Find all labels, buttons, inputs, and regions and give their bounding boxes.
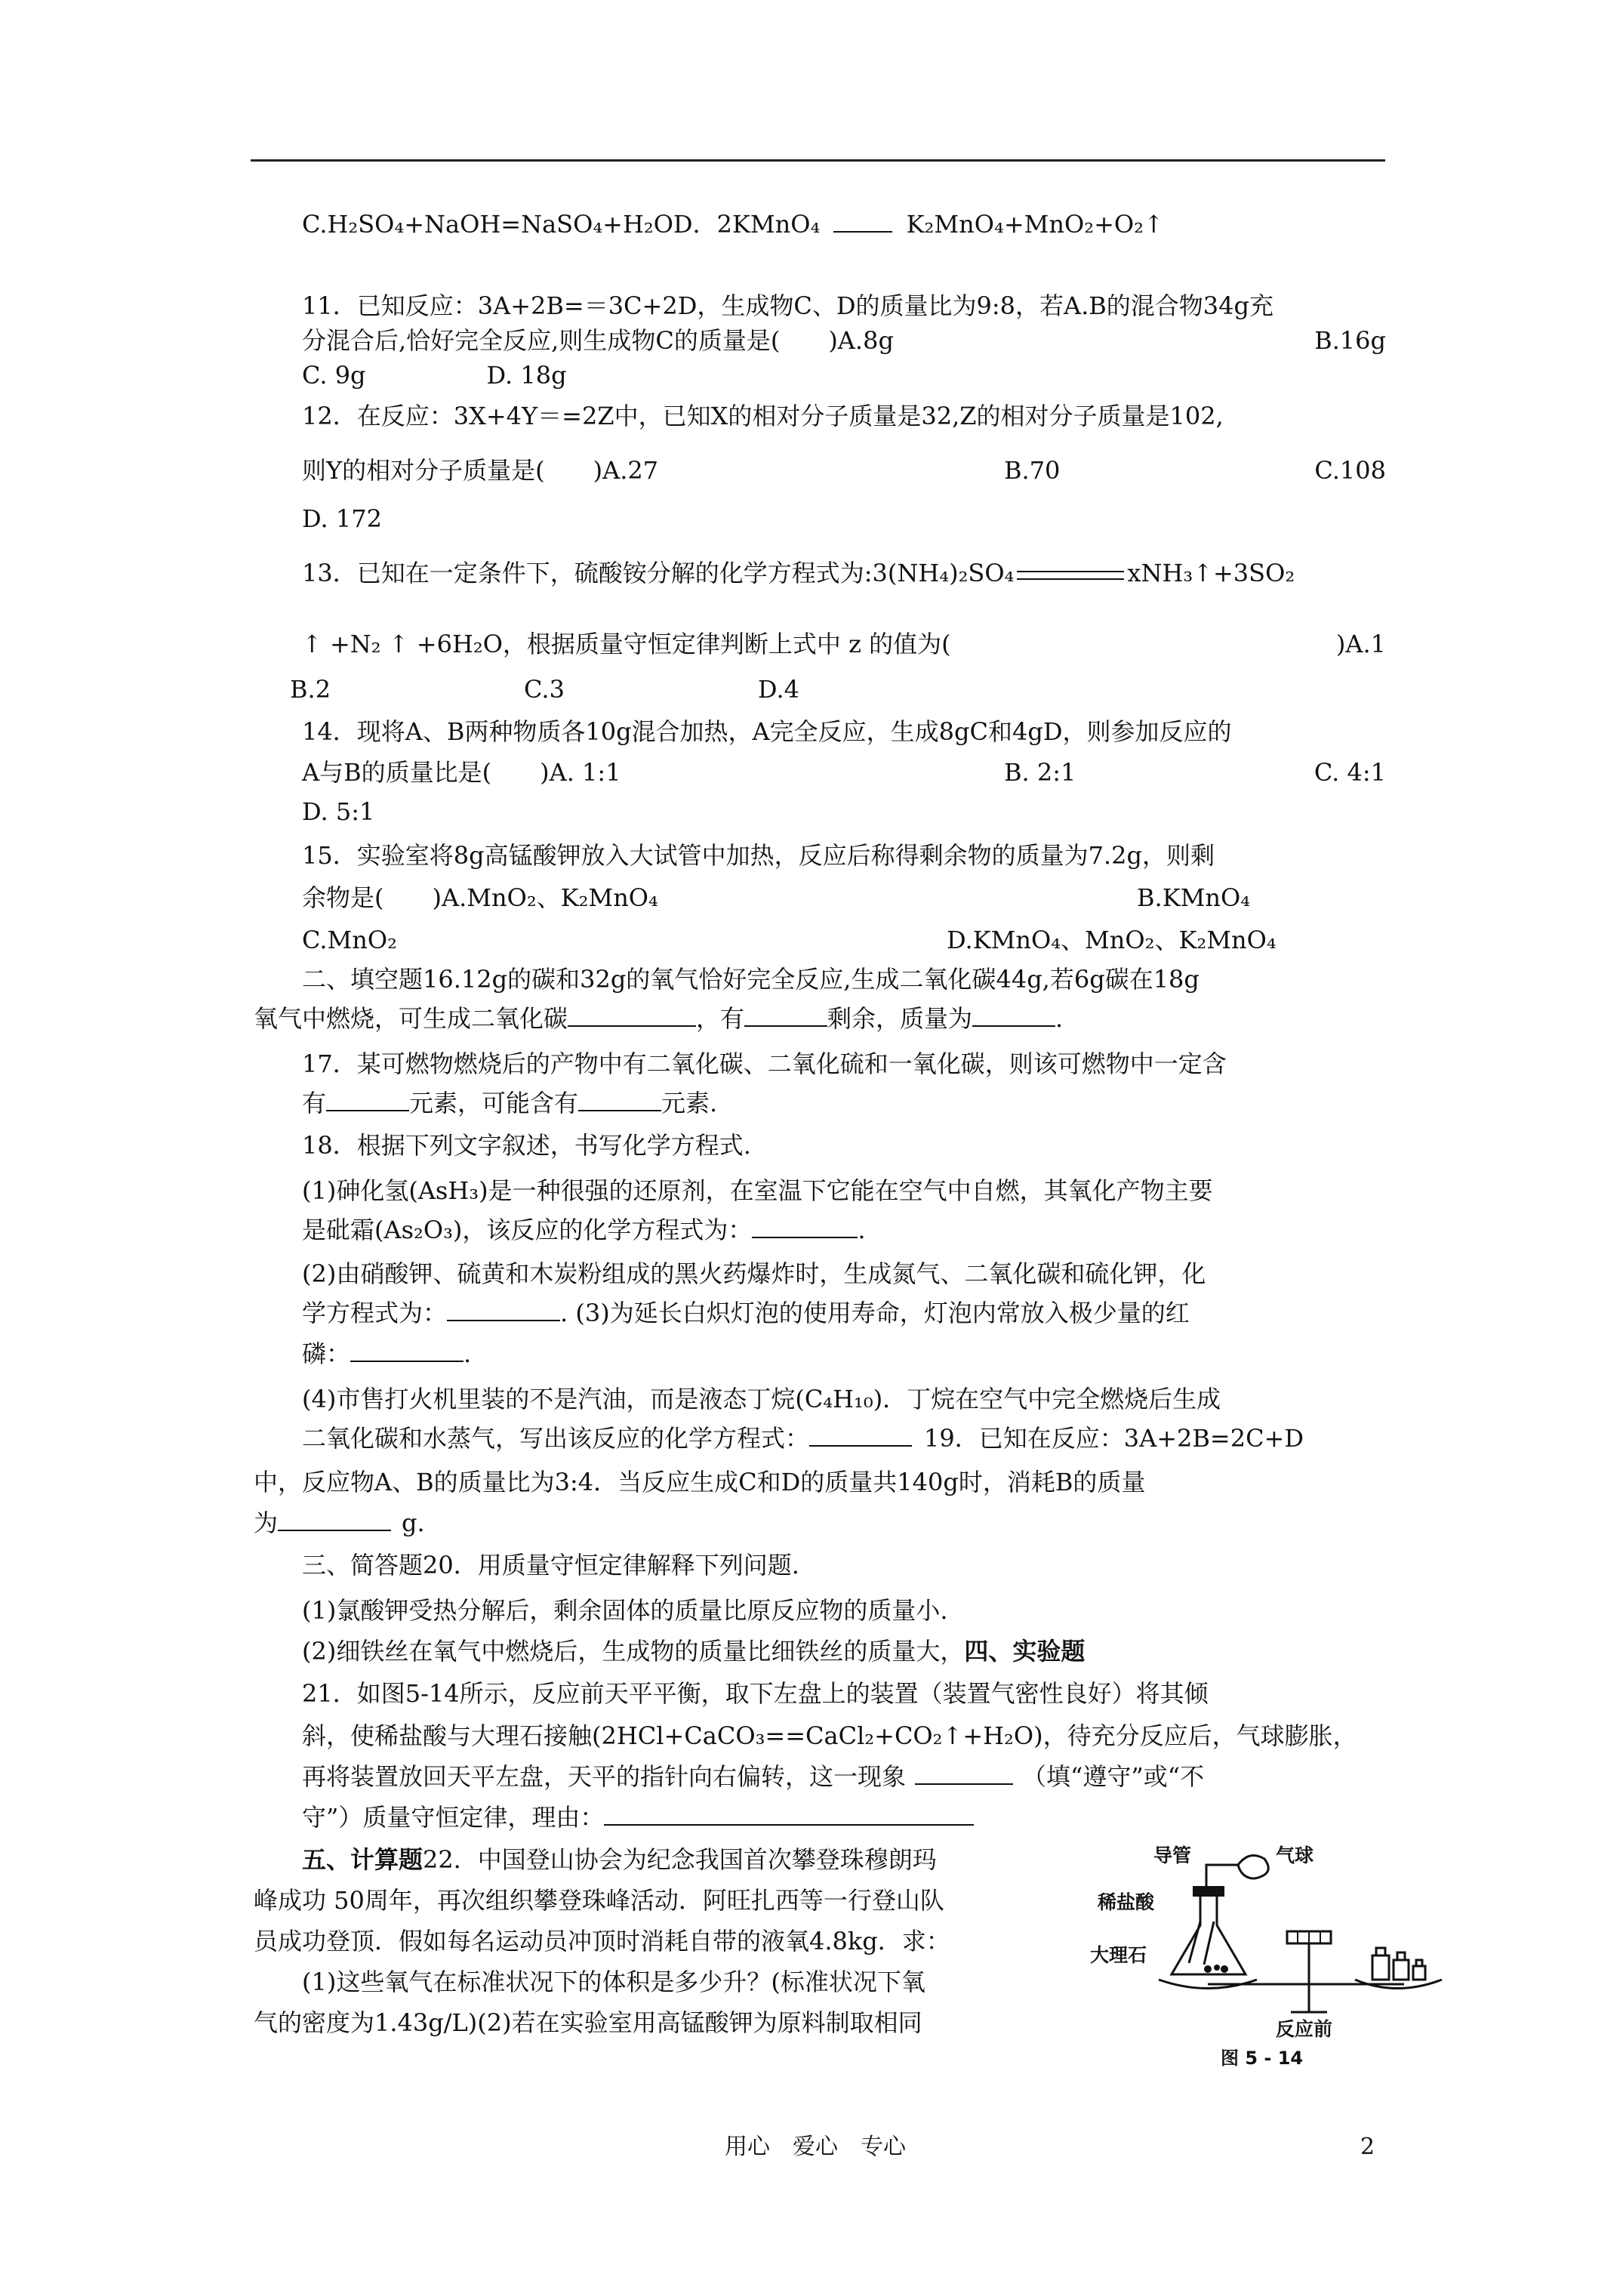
question-20-1: (1)氯酸钾受热分解后，剩余固体的质量比原反应物的质量小.	[302, 1596, 948, 1625]
question-18-4-line-2: 二氧化碳和水蒸气，写出该反应的化学方程式： 19．已知在反应：3A+2B=2C+D	[302, 1424, 1304, 1453]
answer-blank	[809, 1422, 912, 1447]
question-15-line-1: 15．实验室将8g高锰酸钾放入大试管中加热，反应后称得剩余物的质量为7.2g，则剩	[302, 841, 1215, 870]
section-5-title: 五、计算题	[302, 1845, 423, 1874]
before-reaction-label: 反应前	[1276, 2018, 1333, 2040]
answer-blank	[278, 1507, 391, 1531]
option-line-c-d	[302, 207, 1164, 242]
question-22-line-4: (1)这些氧气在标准状况下的体积是多少升？(标准状况下氧	[302, 1968, 925, 1996]
answer-blank	[350, 1338, 463, 1362]
question-15-line-3: C.MnO₂ D.KMnO₄、MnO₂、K₂MnO₄	[302, 926, 1277, 954]
question-18-4-line-1: (4)市售打火机里装的不是汽油，而是液态丁烷(C₄H₁₀)．丁烷在空气中完全燃烧后生成	[302, 1385, 1221, 1413]
question-11-line-2: 分混合后,恰好完全反应,则生成物C的质量是( )A.8g B.16g	[302, 326, 1386, 355]
balloon-shape	[1238, 1856, 1268, 1879]
question-22-line-3: 员成功登顶．假如每名运动员冲顶时消耗自带的液氧4.8kg．求：	[254, 1927, 950, 1955]
answer-blank	[604, 1801, 974, 1826]
question-14-line-2: A与B的质量比是( )A. 1:1 B. 2:1 C. 4:1	[302, 758, 1386, 787]
section-3-title: 三、简答题20．用质量守恒定律解释下列问题.	[302, 1551, 799, 1579]
question-22-line-5: 气的密度为1.43g/L)(2)若在实验室用高锰酸钾为原料制取相同	[254, 2008, 922, 2037]
question-18-1-line-1: (1)砷化氢(AsH₃)是一种很强的还原剂，在室温下它能在空气中自燃，其氧化产物主要	[302, 1176, 1213, 1205]
marble-label: 大理石	[1090, 1944, 1147, 1966]
question-18-2-line-1: (2)由硝酸钾、硫黄和木炭粉组成的黑火药爆炸时，生成氮气、二氧化碳和硫化钾，化	[302, 1259, 1206, 1288]
section-2-line-1: 二、填空题16.12g的碳和32g的氧气恰好完全反应,生成二氧化碳44g,若6g碳在18g	[302, 965, 1200, 994]
tube-label: 导管	[1153, 1845, 1192, 1866]
marble-piece	[1204, 1965, 1212, 1973]
page-number: 2	[1360, 2134, 1375, 2160]
question-17-line-2: 有 元素，可能含有 元素.	[302, 1089, 718, 1117]
question-12-line-3: D. 172	[302, 504, 382, 533]
option-c-text: C.H₂SO₄+NaOH=NaSO₄+H₂OD．2KMnO₄	[302, 210, 821, 239]
section-5-line-1: 五、计算题22．中国登山协会为纪念我国首次攀登珠穆朗玛	[302, 1845, 937, 1874]
stopper-shape	[1193, 1886, 1224, 1897]
question-18-title: 18．根据下列文字叙述，书写化学方程式.	[302, 1131, 751, 1160]
question-14-line-3: D. 5:1	[302, 797, 375, 826]
question-12-line-2: 则Y的相对分子质量是( )A.27 B.70 C.108	[302, 456, 1386, 485]
answer-blank	[326, 1087, 409, 1111]
answer-blank	[568, 1003, 696, 1027]
footer-slogan: 用心 爱心 专心	[725, 2134, 906, 2160]
question-19-line-3: 为 g.	[254, 1509, 425, 1537]
option-d-products: K₂MnO₄+MnO₂+O₂↑	[906, 210, 1164, 239]
question-11-line-3: C. 9g D. 18g	[302, 361, 567, 390]
question-13-line-2: ↑ +N₂ ↑ +6H₂O，根据质量守恒定律判断上式中 z 的值为( )A.1	[302, 630, 1386, 658]
answer-blank	[752, 1214, 858, 1238]
reaction-condition-blank	[833, 208, 892, 233]
section-4-title: 四、实验题	[964, 1637, 1086, 1666]
weight-shape	[1413, 1966, 1425, 1980]
question-19-line-2: 中，反应物A、B的质量比为3:4．当反应生成C和D的质量共140g时，消耗B的质量	[254, 1468, 1146, 1496]
balloon-label: 气球	[1276, 1845, 1314, 1866]
question-20-2: (2)细铁丝在氧气中燃烧后，生成物的质量比细铁丝的质量大，四、实验题	[302, 1637, 1086, 1666]
question-22-line-2: 峰成功 50周年，再次组织攀登珠峰活动．阿旺扎西等一行登山队	[254, 1886, 944, 1915]
section-2-line-2: 氧气中燃烧，可生成二氧化碳 ，有 剩余，质量为 .	[254, 1004, 1064, 1033]
figure-5-14	[1087, 1842, 1480, 2039]
weight-shape	[1372, 1955, 1389, 1980]
answer-blank	[915, 1761, 1013, 1785]
answer-blank	[744, 1003, 827, 1027]
question-18-1-line-2: 是砒霜(As₂O₃)，该反应的化学方程式为： .	[302, 1216, 866, 1244]
marble-piece	[1214, 1965, 1220, 1971]
question-21-line-2: 斜，使稀盐酸与大理石接触(2HCl+CaCO₃==CaCl₂+CO₂↑+H₂O)，待充分反应后，气球膨胀，	[302, 1721, 1357, 1750]
question-11-line-1: 11．已知反应：3A+2B=＝3C+2D，生成物C、D的质量比为9:8，若A.B的混合物34g充	[302, 291, 1274, 320]
tube-shape	[1206, 1865, 1238, 1886]
question-18-2-line-2: 学方程式为： . (3)为延长白炽灯泡的使用寿命，灯泡内常放入极少量的红	[302, 1299, 1190, 1327]
marble-piece	[1221, 1965, 1228, 1973]
answer-blank	[578, 1087, 661, 1111]
question-21-line-3: 再将装置放回天平左盘，天平的指针向右偏转，这一现象 （填“遵守”或“不	[302, 1762, 1205, 1791]
question-18-3-line: 磷： .	[302, 1339, 472, 1368]
question-13-line-1: 13．已知在一定条件下，硫酸铵分解的化学方程式为:3(NH₄)₂SO₄ xNH₃↑+3SO₂	[302, 559, 1295, 587]
question-17-line-1: 17．某可燃物燃烧后的产物中有二氧化碳、二氧化硫和一氧化碳，则该可燃物中一定含	[302, 1049, 1227, 1078]
answer-blank	[972, 1003, 1055, 1027]
header-rule	[251, 159, 1385, 162]
question-15-line-2: 余物是( )A.MnO₂、K₂MnO₄ B.KMnO₄	[302, 883, 1251, 912]
question-14-line-1: 14．现将A、B两种物质各10g混合加热，A完全反应，生成8gC和4gD，则参加反应的	[302, 717, 1232, 746]
answer-blank	[447, 1297, 560, 1321]
acid-label: 稀盐酸	[1098, 1891, 1155, 1913]
weight-shape	[1394, 1960, 1409, 1980]
question-21-line-4: 守”）质量守恒定律，理由：	[302, 1800, 974, 1835]
figure-caption: 图 5 - 14	[1221, 2048, 1304, 2069]
question-13-line-3: B.2 C.3 D.4	[290, 675, 799, 704]
question-21-line-1: 21．如图5-14所示，反应前天平平衡，取下左盘上的装置（装置气密性良好）将其倾	[302, 1679, 1209, 1708]
flask-shape	[1172, 1895, 1246, 1974]
equation-double-line	[1017, 571, 1124, 580]
question-12-line-1: 12．在反应：3X+4Y＝=2Z中，已知X的相对分子质量是32,Z的相对分子质量是102,	[302, 402, 1224, 430]
